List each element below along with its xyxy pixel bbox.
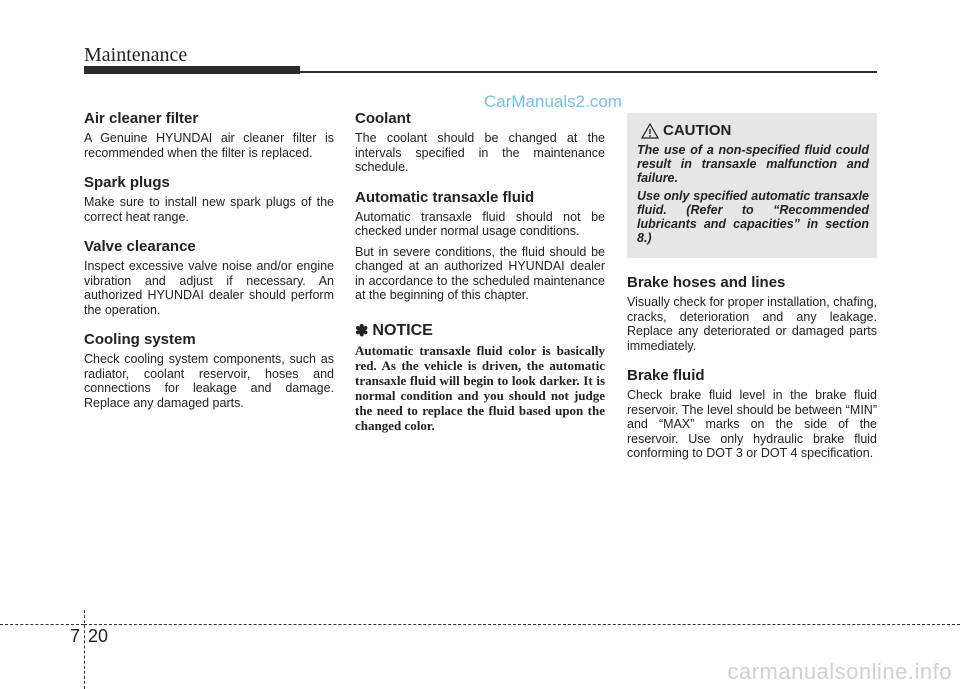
section-brake-fluid — [627, 367, 877, 461]
section-heading: Spark plugs — [84, 174, 170, 191]
column-right — [627, 274, 877, 475]
page-number: 20 — [88, 626, 109, 646]
section-heading: Brake hoses and lines — [627, 274, 786, 291]
section-body: The coolant should be changed at the intervals specified in the maintenance schedule. — [355, 131, 605, 174]
section-body: Automatic transaxle fluid should not be checked under normal usage conditions. — [355, 209, 605, 238]
watermark-top: CarManuals2.com — [484, 92, 622, 111]
column-middle — [355, 110, 605, 433]
section-spark-plugs — [84, 174, 334, 224]
section-body: Visually check for proper installation, chafing, cracks, deterioration and any leakage. Replace any deteriorated or damaged parts immediately. — [627, 295, 877, 353]
section-heading: Coolant — [355, 110, 411, 127]
header-rule-thin — [300, 71, 877, 73]
section-cooling-system — [84, 331, 334, 410]
section-valve-clearance — [84, 238, 334, 317]
notice-box — [355, 321, 605, 433]
section-body: Make sure to install new spark plugs of the correct heat range. — [84, 195, 334, 224]
chapter-number: 7 — [70, 626, 81, 646]
notice-body: Automatic transaxle fluid color is basically red. As the vehicle is driven, the automatic transaxle fluid will begin to look darker. It is normal condition and you should not judge the need to replace the fluid based upon the changed color. — [355, 342, 605, 433]
section-heading: Cooling system — [84, 331, 196, 348]
notice-heading — [355, 321, 605, 341]
section-heading: Brake fluid — [627, 367, 705, 384]
section-body: But in severe conditions, the fluid should be changed at an authorized HYUNDAI dealer in accordance to the scheduled maintenance at the beginning of this chapter. — [355, 244, 605, 302]
warning-triangle-icon — [641, 123, 659, 139]
caution-line: The use of a non-specified fluid could result in transaxle malfunction and failure. — [637, 143, 869, 185]
header-rule-thick — [84, 66, 300, 74]
section-body: Inspect excessive valve noise and/or engine vibration and adjust if necessary. An authorized HYUNDAI dealer should perform the operation. — [84, 259, 334, 317]
section-body: Check brake fluid level in the brake fluid reservoir. The level should be between “MIN” and “MAX” marks on the side of the reservoir. Use only hydraulic brake fluid conforming to DOT 3 or DOT 4 specification. — [627, 388, 877, 460]
section-atf — [355, 189, 605, 303]
caution-body — [637, 143, 869, 249]
caution-line: Use only specified automatic transaxle fluid. (Refer to “Recommended lubricants and capacities” in section 8.) — [637, 189, 869, 245]
section-body: Check cooling system components, such as radiator, coolant reservoir, hoses and connections for leakage and damage. Replace any damaged parts. — [84, 352, 334, 410]
footer-rule-left — [0, 624, 84, 625]
section-body: A Genuine HYUNDAI air cleaner filter is recommended when the filter is replaced. — [84, 131, 334, 160]
footer-divider — [84, 610, 85, 689]
section-air-cleaner — [84, 110, 334, 160]
caution-label: CAUTION — [663, 122, 732, 139]
notice-label: NOTICE — [372, 321, 433, 339]
section-heading: Automatic transaxle fluid — [355, 188, 535, 206]
section-brake-hoses — [627, 274, 877, 353]
section-title: Maintenance — [84, 44, 188, 66]
section-heading: Air cleaner filter — [84, 110, 199, 127]
section-heading: Valve clearance — [84, 238, 196, 255]
notice-star-icon: ✽ — [355, 322, 369, 340]
footer-rule-right — [84, 624, 960, 625]
caution-box — [627, 113, 877, 258]
watermark-bottom: carmanualsonline.info — [727, 659, 952, 684]
column-left — [84, 110, 334, 424]
caution-heading — [641, 122, 731, 139]
section-coolant — [355, 110, 605, 175]
